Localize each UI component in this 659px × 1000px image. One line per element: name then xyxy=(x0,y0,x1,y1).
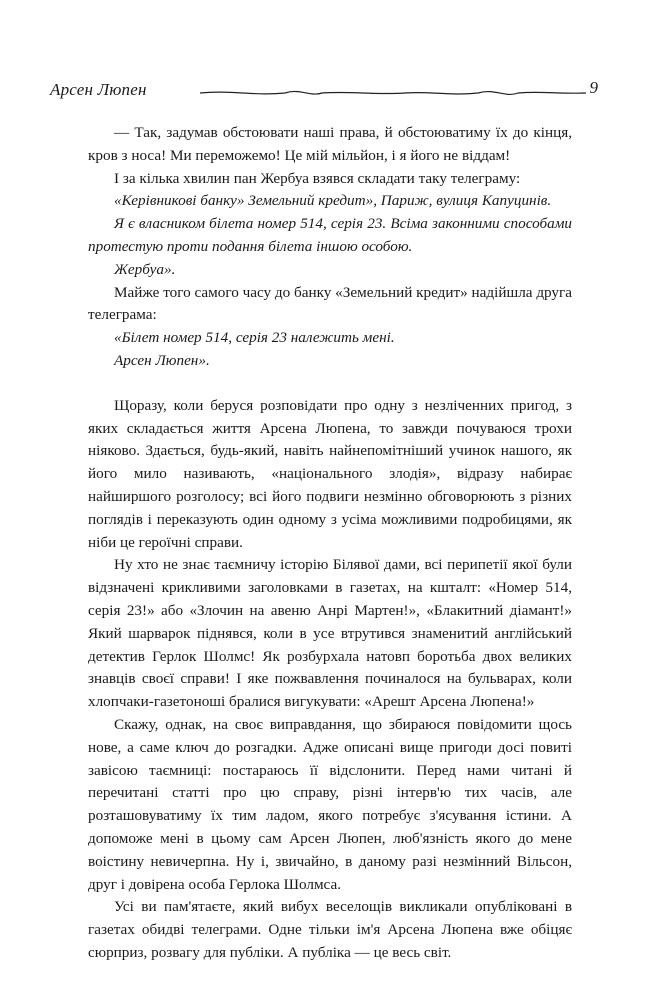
running-header xyxy=(50,80,598,108)
paragraph: Щоразу, коли беруся розповідати про одну з незліченних пригод, з яких складається життя Арсена Люпена, то завжди почуваюся трохи ніяково. Здається, будь-який, навіть найнепомітніший учинок нашого, як його мило називають, «національного злодія», відразу набирає найширшого розголосу; всі його подвиги незмінно обговорюють з різних поглядів і переказують один одному з усіма можливими подробицями, як ніби це героїчні справи. xyxy=(88,396,572,551)
running-title: Арсен Люпен xyxy=(50,80,147,99)
paragraph: Майже того самого часу до банку «Земельний кредит» надійшла друга телеграма: xyxy=(88,283,572,324)
paragraph: — Так, задумав обстоювати наші права, й обстоюватиму їх до кінця, кров з носа! Ми переможемо! Це мій мільйон, і я його не віддам! xyxy=(88,124,572,164)
paragraph: Ну хто не знає таємничу історію Білявої дами, всі перипетії якої були відзначені крикливими заголовками в газетах, на кшталт: «Номер 514, серія 23!» або «Злочин на авеню Анрі Мартен!», «Блакитний діамант!» Який шарварок піднявся, коли в усе втрутився знаменитий англійський детектив Герлок Шолмс! Як розбурхала натовп боротьба двох великих знавців своєї справи! І яке пожвавлення починалося на бульварах, коли хлопчаки-газетоноші бралися вигукувати: «Арешт Арсена Люпена!» xyxy=(88,556,572,711)
telegram-line: «Керівникові банку» Земельний кредит», Париж, вулиця Капуцинів. xyxy=(114,192,552,210)
paragraph: Усі ви пам'ятаєте, який вибух веселощів викликали опубліковані в газетах обидві телеграми. Одне тільки ім'я Арсена Люпена вже обіцяє сюрприз, розвагу для публіки. А публіка — це весь світ. xyxy=(88,898,572,961)
paragraph: І за кілька хвилин пан Жербуа взявся складати таку телеграму: xyxy=(114,169,521,187)
telegram-line: «Білет номер 514, серія 23 належить мені. xyxy=(114,329,395,347)
body-text xyxy=(88,122,572,965)
decorative-line-ornament xyxy=(200,84,586,102)
page-number: 9 xyxy=(589,78,598,97)
telegram-signature: Арсен Люпен». xyxy=(114,351,210,369)
telegram-line: Я є власником білета номер 514, серія 23. Всіма законними способами протестую проти подання білета іншою особою. xyxy=(88,215,572,255)
section-break xyxy=(88,373,572,395)
telegram-signature: Жербуа». xyxy=(114,260,176,278)
paragraph: Скажу, однак, на своє виправдання, що збираюся повідомити щось нове, а саме ключ до розгадки. Адже описані вище пригоди досі повиті завісою таємниці: постараюсь її відслонити. Перед нами читані й перечитані статті про цю справу, різні інтерв'ю тих часів, але розташовуватиму їх тим ладом, якого потребує з'ясування істини. А допоможе мені в цьому сам Арсен Люпен, люб'язність якого до мене воістину невичерпна. Ну і, звичайно, в даному разі незмінний Вільсон, друг і довірена особа Герлока Шолмса. xyxy=(88,715,572,893)
